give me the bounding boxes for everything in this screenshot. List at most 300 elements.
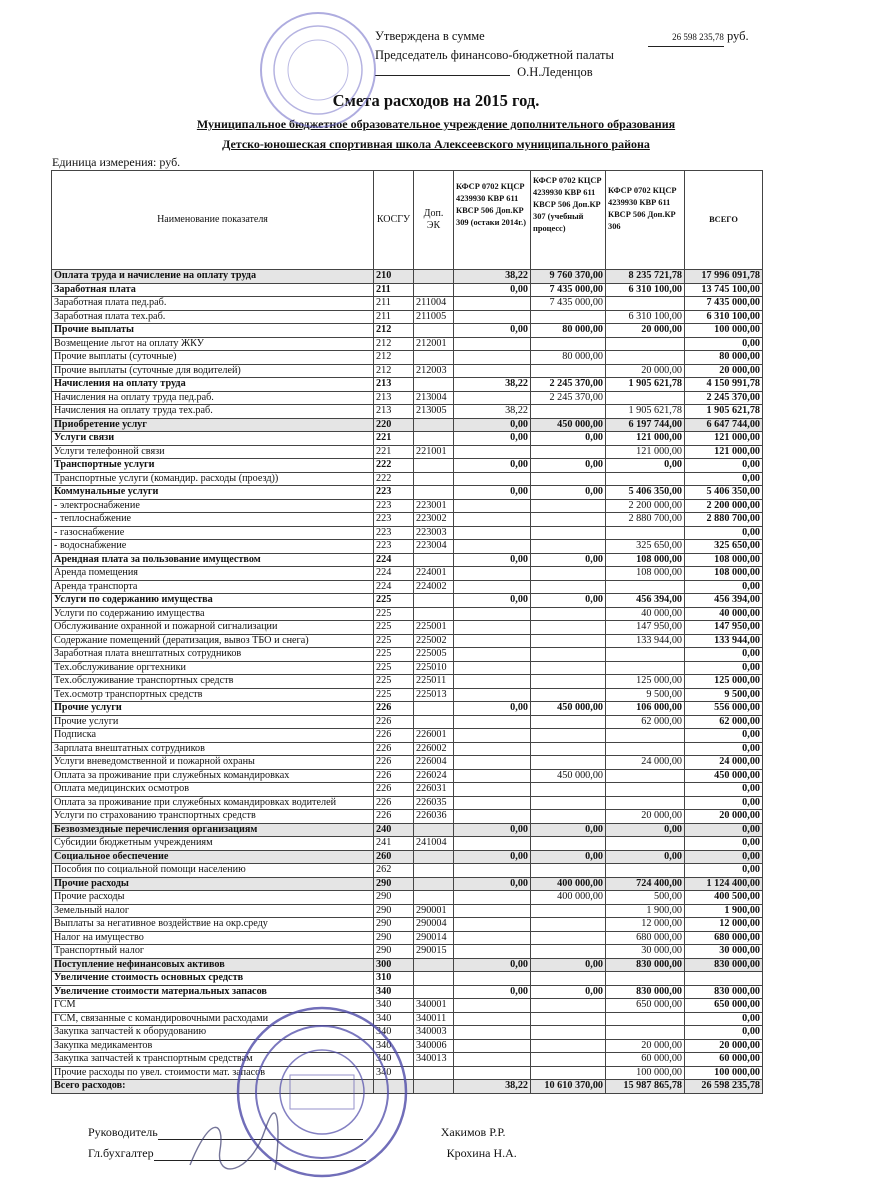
cell-col2: 2 245 370,00 — [531, 378, 606, 392]
cell-kosgu: 211 — [374, 283, 414, 297]
cell-kosgu: 212 — [374, 351, 414, 365]
cell-kosgu: 223 — [374, 513, 414, 527]
cell-col1 — [454, 756, 531, 770]
cell-col2 — [531, 1039, 606, 1053]
cell-col1 — [454, 972, 531, 986]
cell-kosgu: 212 — [374, 364, 414, 378]
head-name: Хакимов Р.Р. — [440, 1125, 506, 1139]
cell-col2 — [531, 1066, 606, 1080]
cell-col1: 0,00 — [454, 486, 531, 500]
cell-total: 147 950,00 — [685, 621, 763, 635]
table-row — [52, 972, 763, 986]
cell-name: Заработная плата — [52, 283, 374, 297]
cell-col1: 0,00 — [454, 594, 531, 608]
cell-col1: 0,00 — [454, 985, 531, 999]
cell-dop: 226001 — [414, 729, 454, 743]
cell-col1 — [454, 931, 531, 945]
cell-col1 — [454, 675, 531, 689]
cell-kosgu: 290 — [374, 945, 414, 959]
cell-col3 — [606, 526, 685, 540]
cell-col1 — [454, 297, 531, 311]
cell-total: 0,00 — [685, 1026, 763, 1040]
table-row — [52, 769, 763, 783]
cell-col1 — [454, 580, 531, 594]
cell-name: Услуги телефонной связи — [52, 445, 374, 459]
cell-col3 — [606, 391, 685, 405]
accountant-label: Гл.бухгалтер — [88, 1146, 154, 1160]
cell-col2: 9 760 370,00 — [531, 270, 606, 284]
accountant-name: Крохина Н.А. — [446, 1146, 517, 1160]
table-row — [52, 472, 763, 486]
accountant-signature — [88, 1146, 517, 1161]
cell-kosgu: 223 — [374, 526, 414, 540]
table-row — [52, 364, 763, 378]
cell-kosgu: 222 — [374, 472, 414, 486]
cell-kosgu: 340 — [374, 999, 414, 1013]
cell-col3: 30 000,00 — [606, 945, 685, 959]
cell-name: Транспортные услуги — [52, 459, 374, 473]
cell-kosgu: 226 — [374, 769, 414, 783]
cell-dop: 225013 — [414, 688, 454, 702]
cell-kosgu: 225 — [374, 634, 414, 648]
cell-name: - теплоснабжение — [52, 513, 374, 527]
cell-col3: 1 905 621,78 — [606, 378, 685, 392]
cell-name: Выплаты за негативное воздействие на окр.среду — [52, 918, 374, 932]
table-row — [52, 580, 763, 594]
cell-col1 — [454, 607, 531, 621]
cell-total: 830 000,00 — [685, 985, 763, 999]
cell-col3: 9 500,00 — [606, 688, 685, 702]
cell-col2: 7 435 000,00 — [531, 297, 606, 311]
table-row — [52, 715, 763, 729]
cell-dop — [414, 378, 454, 392]
cell-total: 62 000,00 — [685, 715, 763, 729]
header-total: ВСЕГО — [685, 171, 763, 270]
cell-col3: 20 000,00 — [606, 324, 685, 338]
cell-kosgu: 225 — [374, 675, 414, 689]
cell-kosgu: 226 — [374, 729, 414, 743]
cell-kosgu: 241 — [374, 837, 414, 851]
cell-col2: 0,00 — [531, 553, 606, 567]
cell-col2 — [531, 1012, 606, 1026]
cell-kosgu: 225 — [374, 607, 414, 621]
cell-kosgu: 290 — [374, 877, 414, 891]
table-row — [52, 837, 763, 851]
cell-dop — [414, 1080, 454, 1094]
cell-kosgu: 226 — [374, 702, 414, 716]
cell-total: 121 000,00 — [685, 445, 763, 459]
table-row — [52, 513, 763, 527]
cell-col2 — [531, 405, 606, 419]
cell-dop — [414, 972, 454, 986]
cell-total: 0,00 — [685, 823, 763, 837]
cell-kosgu: 224 — [374, 567, 414, 581]
cell-col1 — [454, 999, 531, 1013]
cell-total: 7 435 000,00 — [685, 297, 763, 311]
approval-block — [375, 28, 845, 81]
cell-col3 — [606, 864, 685, 878]
cell-dop: 225002 — [414, 634, 454, 648]
cell-col2 — [531, 661, 606, 675]
table-row — [52, 742, 763, 756]
cell-name: Заработная плата пед.раб. — [52, 297, 374, 311]
cell-col1 — [454, 445, 531, 459]
cell-col1 — [454, 526, 531, 540]
cell-dop: 211004 — [414, 297, 454, 311]
cell-col2 — [531, 364, 606, 378]
cell-kosgu: 210 — [374, 270, 414, 284]
cell-name: Оплата медицинских осмотров — [52, 783, 374, 797]
cell-col3: 456 394,00 — [606, 594, 685, 608]
cell-total: 0,00 — [685, 337, 763, 351]
table-row — [52, 864, 763, 878]
table-row — [52, 567, 763, 581]
cell-total: 0,00 — [685, 729, 763, 743]
cell-kosgu: 220 — [374, 418, 414, 432]
cell-col1: 0,00 — [454, 459, 531, 473]
table-row — [52, 918, 763, 932]
cell-col3 — [606, 661, 685, 675]
cell-col1: 38,22 — [454, 270, 531, 284]
cell-col2: 80 000,00 — [531, 324, 606, 338]
cell-col3: 8 235 721,78 — [606, 270, 685, 284]
table-row — [52, 270, 763, 284]
cell-col3: 830 000,00 — [606, 985, 685, 999]
cell-name: Заработная плата тех.раб. — [52, 310, 374, 324]
cell-col1 — [454, 783, 531, 797]
cell-col3: 121 000,00 — [606, 445, 685, 459]
approval-currency: руб. — [726, 29, 749, 43]
table-row — [52, 931, 763, 945]
header-name: Наименование показателя — [52, 171, 374, 270]
table-row — [52, 297, 763, 311]
cell-name: Пособия по социальной помощи населению — [52, 864, 374, 878]
cell-dop: 226002 — [414, 742, 454, 756]
cell-dop: 225011 — [414, 675, 454, 689]
cell-total: 121 000,00 — [685, 432, 763, 446]
cell-total — [685, 972, 763, 986]
cell-name: Транспортные услуги (командир. расходы (проезд)) — [52, 472, 374, 486]
cell-total: 0,00 — [685, 742, 763, 756]
cell-dop — [414, 958, 454, 972]
cell-name: Оплата за проживание при служебных командировках — [52, 769, 374, 783]
cell-dop — [414, 283, 454, 297]
cell-kosgu: 223 — [374, 499, 414, 513]
cell-kosgu: 240 — [374, 823, 414, 837]
cell-dop — [414, 823, 454, 837]
cell-total: 0,00 — [685, 526, 763, 540]
signature-scribble-icon — [180, 1110, 290, 1180]
table-row — [52, 405, 763, 419]
cell-col2 — [531, 634, 606, 648]
cell-total: 20 000,00 — [685, 1039, 763, 1053]
cell-dop: 226031 — [414, 783, 454, 797]
approval-signer-line — [375, 64, 845, 81]
cell-col3: 325 650,00 — [606, 540, 685, 554]
cell-col2 — [531, 513, 606, 527]
table-row — [52, 634, 763, 648]
cell-total: 100 000,00 — [685, 1066, 763, 1080]
table-row — [52, 850, 763, 864]
table-row — [52, 648, 763, 662]
cell-col1 — [454, 540, 531, 554]
cell-dop — [414, 472, 454, 486]
cell-col3: 0,00 — [606, 850, 685, 864]
table-row — [52, 337, 763, 351]
cell-col3 — [606, 648, 685, 662]
cell-col3: 100 000,00 — [606, 1066, 685, 1080]
cell-dop: 340013 — [414, 1053, 454, 1067]
cell-dop — [414, 459, 454, 473]
cell-dop: 340003 — [414, 1026, 454, 1040]
cell-col3: 108 000,00 — [606, 567, 685, 581]
cell-name: Земельный налог — [52, 904, 374, 918]
cell-col3 — [606, 1012, 685, 1026]
cell-col2 — [531, 1026, 606, 1040]
cell-col3: 133 944,00 — [606, 634, 685, 648]
accountant-signature-line — [154, 1160, 366, 1161]
cell-col1 — [454, 1012, 531, 1026]
cell-col3: 5 406 350,00 — [606, 486, 685, 500]
cell-col2: 400 000,00 — [531, 891, 606, 905]
cell-name: Подписка — [52, 729, 374, 743]
table-row — [52, 904, 763, 918]
cell-dop: 223004 — [414, 540, 454, 554]
table-row — [52, 445, 763, 459]
cell-kosgu: 224 — [374, 553, 414, 567]
cell-total: 9 500,00 — [685, 688, 763, 702]
table-row — [52, 540, 763, 554]
cell-name: Социальное обеспечение — [52, 850, 374, 864]
cell-total: 0,00 — [685, 850, 763, 864]
table-body — [52, 270, 763, 1094]
cell-col3: 20 000,00 — [606, 364, 685, 378]
cell-dop — [414, 553, 454, 567]
cell-name: Аренда помещения — [52, 567, 374, 581]
cell-kosgu: 225 — [374, 661, 414, 675]
cell-col1: 38,22 — [454, 1080, 531, 1094]
cell-col3: 2 200 000,00 — [606, 499, 685, 513]
cell-col1 — [454, 796, 531, 810]
approval-signature-line — [375, 75, 510, 76]
cell-total: 2 245 370,00 — [685, 391, 763, 405]
cell-col1 — [454, 918, 531, 932]
cell-name: Услуги по содержанию имущества — [52, 607, 374, 621]
cell-name: Заработная плата внештатных сотрудников — [52, 648, 374, 662]
header-col1: КФСР 0702 КЦСР 4239930 КВР 611 КВСР 506 Доп.КР 309 (остаки 2014г.) — [454, 171, 531, 270]
cell-col3: 106 000,00 — [606, 702, 685, 716]
cell-col1 — [454, 472, 531, 486]
approval-label: Утверждена в сумме — [375, 29, 485, 43]
cell-col2 — [531, 1053, 606, 1067]
cell-kosgu: 225 — [374, 594, 414, 608]
cell-total: 650 000,00 — [685, 999, 763, 1013]
table-row — [52, 1012, 763, 1026]
table-row — [52, 391, 763, 405]
cell-name: Прочие выплаты (суточные) — [52, 351, 374, 365]
cell-col1 — [454, 688, 531, 702]
cell-dop — [414, 850, 454, 864]
cell-col1 — [454, 661, 531, 675]
cell-col1 — [454, 837, 531, 851]
cell-total: 13 745 100,00 — [685, 283, 763, 297]
cell-col2: 0,00 — [531, 823, 606, 837]
cell-total: 100 000,00 — [685, 324, 763, 338]
cell-name: Поступление нефинансовых активов — [52, 958, 374, 972]
table-row — [52, 432, 763, 446]
table-row — [52, 324, 763, 338]
cell-name: Услуги вневедомственной и пожарной охраны — [52, 756, 374, 770]
cell-total: 4 150 991,78 — [685, 378, 763, 392]
cell-col2: 450 000,00 — [531, 418, 606, 432]
cell-dop — [414, 715, 454, 729]
cell-total: 108 000,00 — [685, 553, 763, 567]
table-row — [52, 486, 763, 500]
budget-table — [51, 170, 763, 1094]
table-row — [52, 283, 763, 297]
cell-dop: 290001 — [414, 904, 454, 918]
table-row — [52, 891, 763, 905]
cell-col3: 6 310 100,00 — [606, 283, 685, 297]
cell-total: 6 647 744,00 — [685, 418, 763, 432]
cell-col2 — [531, 526, 606, 540]
cell-dop: 212001 — [414, 337, 454, 351]
cell-col2 — [531, 918, 606, 932]
cell-name: Транспортный налог — [52, 945, 374, 959]
cell-kosgu: 340 — [374, 1053, 414, 1067]
cell-kosgu: 221 — [374, 445, 414, 459]
cell-col1: 38,22 — [454, 405, 531, 419]
cell-name: Услуги по страхованию транспортных средств — [52, 810, 374, 824]
cell-total: 80 000,00 — [685, 351, 763, 365]
cell-col3 — [606, 742, 685, 756]
table-row — [52, 945, 763, 959]
cell-kosgu: 340 — [374, 1039, 414, 1053]
cell-col1 — [454, 769, 531, 783]
cell-name: Возмещение льгот на оплату ЖКУ — [52, 337, 374, 351]
approval-amount: 26 598 235,78 — [648, 29, 724, 47]
cell-col1 — [454, 864, 531, 878]
cell-col1 — [454, 634, 531, 648]
cell-name: Прочие расходы — [52, 877, 374, 891]
cell-col1: 0,00 — [454, 553, 531, 567]
cell-col2 — [531, 756, 606, 770]
cell-kosgu: 290 — [374, 891, 414, 905]
table-row — [52, 526, 763, 540]
cell-name: Увеличение стоимости материальных запасов — [52, 985, 374, 999]
cell-col3 — [606, 580, 685, 594]
cell-total: 24 000,00 — [685, 756, 763, 770]
cell-name: Обслуживание охранной и пожарной сигнализации — [52, 621, 374, 635]
cell-col1: 0,00 — [454, 432, 531, 446]
header-dop: Доп. ЭК — [414, 171, 454, 270]
cell-kosgu: 340 — [374, 1026, 414, 1040]
cell-col1: 0,00 — [454, 283, 531, 297]
table-row — [52, 796, 763, 810]
org-line-1: Муниципальное бюджетное образовательное учреждение дополнительного образования — [196, 117, 676, 131]
cell-total: 1 905 621,78 — [685, 405, 763, 419]
cell-col1 — [454, 742, 531, 756]
cell-dop: 225005 — [414, 648, 454, 662]
cell-total: 0,00 — [685, 864, 763, 878]
cell-col3 — [606, 972, 685, 986]
cell-col3: 500,00 — [606, 891, 685, 905]
cell-col2 — [531, 445, 606, 459]
cell-total: 5 406 350,00 — [685, 486, 763, 500]
cell-total: 325 650,00 — [685, 540, 763, 554]
cell-kosgu: 212 — [374, 337, 414, 351]
cell-dop: 340011 — [414, 1012, 454, 1026]
header-col2: КФСР 0702 КЦСР 4239930 КВР 611 КВСР 506 Доп.КР 307 (учебный процесс) — [531, 171, 606, 270]
cell-total: 0,00 — [685, 783, 763, 797]
cell-col2 — [531, 540, 606, 554]
table-row — [52, 985, 763, 999]
table-row — [52, 1039, 763, 1053]
cell-kosgu: 213 — [374, 378, 414, 392]
cell-total: 0,00 — [685, 661, 763, 675]
cell-col3 — [606, 472, 685, 486]
cell-col3 — [606, 337, 685, 351]
cell-col3 — [606, 783, 685, 797]
approval-amount-line — [375, 28, 845, 47]
cell-dop: 211005 — [414, 310, 454, 324]
cell-col3: 1 905 621,78 — [606, 405, 685, 419]
table-row — [52, 1053, 763, 1067]
cell-col2 — [531, 783, 606, 797]
cell-name: - электроснабжение — [52, 499, 374, 513]
table-row — [52, 702, 763, 716]
cell-dop: 226036 — [414, 810, 454, 824]
cell-kosgu: 226 — [374, 715, 414, 729]
cell-dop — [414, 324, 454, 338]
cell-col3 — [606, 837, 685, 851]
cell-total: 26 598 235,78 — [685, 1080, 763, 1094]
table-row — [52, 1080, 763, 1094]
table-row — [52, 675, 763, 689]
cell-col3: 2 880 700,00 — [606, 513, 685, 527]
cell-col3 — [606, 351, 685, 365]
table-row — [52, 594, 763, 608]
cell-total: 0,00 — [685, 472, 763, 486]
cell-name: Аренда транспорта — [52, 580, 374, 594]
table-row — [52, 688, 763, 702]
org-line-2: Детско-юношеская спортивная школа Алексеевского муниципального района — [222, 137, 650, 151]
cell-col2: 0,00 — [531, 850, 606, 864]
cell-kosgu: 226 — [374, 742, 414, 756]
cell-total: 0,00 — [685, 1012, 763, 1026]
cell-dop: 221001 — [414, 445, 454, 459]
cell-col3: 0,00 — [606, 823, 685, 837]
cell-dop — [414, 985, 454, 999]
cell-dop — [414, 486, 454, 500]
cell-col3: 0,00 — [606, 459, 685, 473]
cell-col3: 125 000,00 — [606, 675, 685, 689]
cell-kosgu: 225 — [374, 648, 414, 662]
cell-kosgu: 226 — [374, 810, 414, 824]
cell-dop: 212003 — [414, 364, 454, 378]
cell-name: Начисления на оплату труда пед.раб. — [52, 391, 374, 405]
cell-name: Оплата труда и начисление на оплату труда — [52, 270, 374, 284]
cell-col2 — [531, 472, 606, 486]
table-row — [52, 1066, 763, 1080]
cell-col3: 724 400,00 — [606, 877, 685, 891]
cell-total: 556 000,00 — [685, 702, 763, 716]
cell-col1 — [454, 337, 531, 351]
cell-kosgu: 221 — [374, 432, 414, 446]
cell-col2: 2 245 370,00 — [531, 391, 606, 405]
cell-col2 — [531, 931, 606, 945]
cell-total: 30 000,00 — [685, 945, 763, 959]
